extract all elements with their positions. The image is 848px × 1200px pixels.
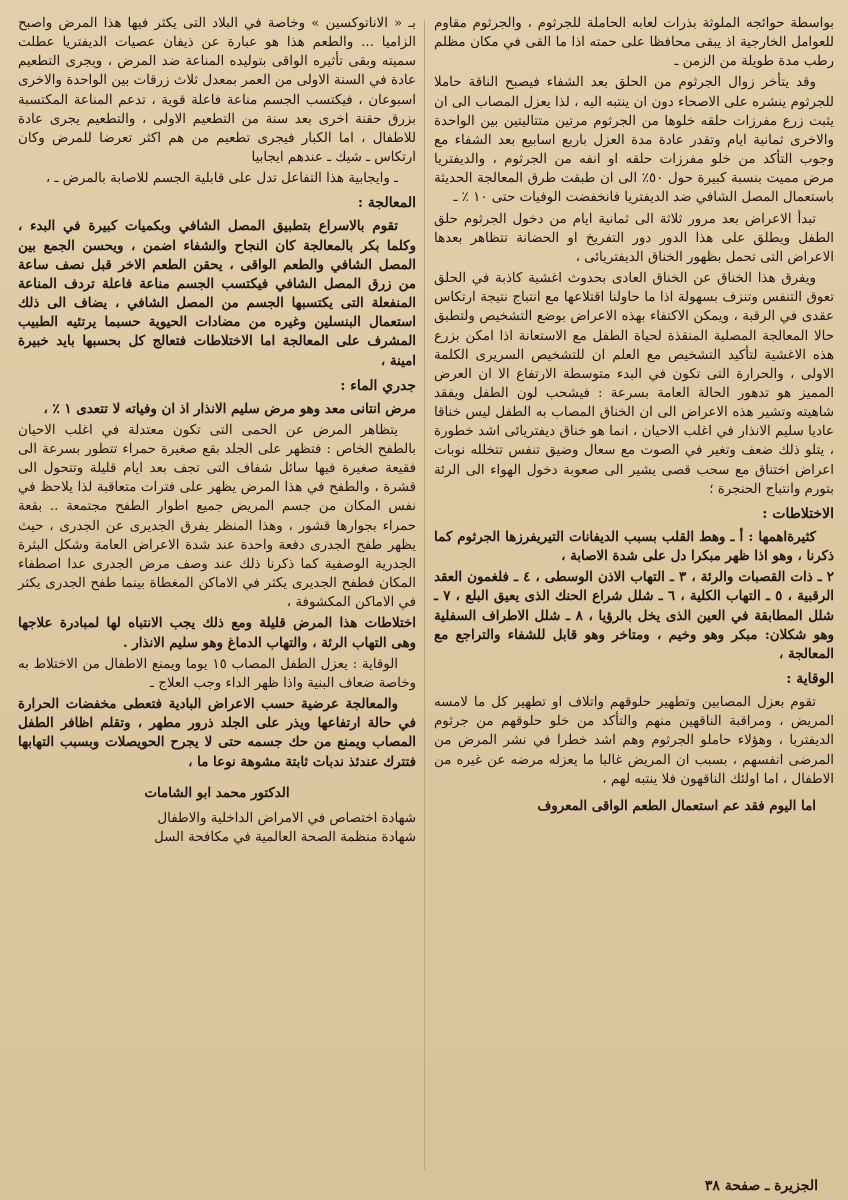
author-credential: شهادة منظمة الصحة العالمية في مكافحة السل [153,829,416,845]
paragraph: ٢ ـ ذات القصبات والرئة ، ٣ ـ التهاب الاذن الوسطى ، ٤ ـ فلغمون العقد الرقبية ، ٥ ـ التهاب الكلية ، ٦ ـ شلل شراع الحنك الذى يعيق البلع ، ٧ ـ شلل المطابقة في العين الذى يخل بالرؤيا ، ٨ ـ شلل الاطراف السفلية وهو شكلان: مبكر وهو وخيم ، ومتاخر وهو قابل للشفاء والتراجع مع المعالجة ، [434,569,835,662]
paragraph: تقوم بالاسراع بتطبيق المصل الشافي وبكميات كبيرة في البدء ، وكلما بكر بالمعالجة كان النجاح والشفاء اضمن ، ويحسن الجمع بين المصل الشافي والطعم الواقى ، يحقن الطعم الاخر قبل نصف ساعة من زرق المصل الشافي فيكتسب الجسم مناعة فاعلة تردف المناعة المنفعلة التى يكتسبها الجسم من المصل الشافي ، يضاف الى ذلك استعمال البنسلين وغيره من مضادات الحيوية حسبما يرتئيه الطبيب المشرف على المعالجة اما الاختلاطات فتعالج كل بحسبها بايد خبيرة امينة ، [18,218,416,369]
paragraph: اختلاطات هذا المرض قليلة ومع ذلك يجب الانتباه لها لمبادرة علاجها وهى التهاب الرئة ، والتهاب الدماغ وهو سليم الانذار . [18,615,416,651]
paragraph: ـ وايجابية هذا التفاعل تدل على قابلية الجسم للاصابة بالمرض ـ ، [45,171,398,187]
paragraph: تقوم بعزل المصابين وتطهير حلوقهم واتلاف او تطهير كل ما لامسه المريض ، ومراقبة الناقهين منهم والتأكد من خلو حلوقهم من جرثوم الديفتريا ، وهؤلاء حاملو الجرثوم وهم اشد خطرا في نشر المرض من المرضى انفسهم ، بسبب ان المريض غالبا ما يعزله مرضه عن غيره من الاطفال ، اما اولئك الناقهون فلا ينتبه لهم ، [434,695,834,787]
paragraph: تبدأ الاعراض بعد مرور ثلاثة الى ثمانية ايام من دخول الجرثوم حلق الطفل ويطلق على هذا الدور دور التفريخ او الحضانة تتظاهر بعدها الاعراض التى تحمل بظهور الخناق الديفتريائى ، [434,211,834,265]
paragraph: بواسطة حوائجه الملوثة بذرات لعابه الحاملة للجرثوم ، والجرثوم مقاوم للعوامل الخارجية اذ يبقى محافظا على حمته اذا ما القى في مكان مظلم رطب مدة طويلة من الزمن ـ [434,16,834,70]
column-divider [424,20,425,1170]
left-column [18,14,416,1164]
paragraph: كثيرةاهمها : أ ـ وهط القلب بسبب الديفانات التيريفرزها الجرثوم كما ذكرنا ، وهو اذا ظهر مبكرا دل على شدة الاصابة ، [434,528,834,565]
paragraph: مرض انتانى معد وهو مرض سليم الانذار اذ ان وفياته لا تتعدى ١ ٪ ، [43,400,416,417]
section-heading: المعالجة : [357,195,416,212]
paragraph: وقد يتأخر زوال الجرثوم من الحلق بعد الشفاء فيصبح الناقة حاملا للجرثوم ينشره على الاصحاء دون ان ينتبه اليه ، لذا يعزل المصاب الى ان يثبت زرع مفرزات حلقه خلوها من الجرثوم مرتين متتاليتين بين الواحدة والاخرى ثمانية ايام وتقدر عادة مدة العزل باربع اسابيع بعد الشفاء مع وجوب التأكد من خلو مفرزات حلقه او انفه من الجرثوم ، والديفتريا مرض مميت بنسبة كبيرة حول ٥٠٪ الى ان طبقت طرق المعالجة الحديثة باستعمال المصل الشافي ضد الديفتريا فانخفضت الوفيات حتى ١٠ ٪ ـ [434,75,834,206]
section-heading: جدري الماء : [340,377,416,394]
author-name: الدكتور محمد ابو الشامات [144,784,290,801]
paragraph: يتظاهر المرض عن الحمى التى تكون معتدلة في اغلب الاحيان بالطفح الخاص : فتظهر على الجلد بقع صغيرة حمراء تتطور بسرعة الى فقيعة صغيرة فيها سائل شفاف التى تجف بعد ايام قليلة وتتحول الى قشرة ، والطفح في هذا المرض يظهر على فترات متعاقبة لذا يلاحظ في نفس المكان من جسم المريض جميع اطوار الطفح مجتمعة .. بقعة حمراء بجوارها قشور ، وهذا المنظر يفرق الجديرى عن الجدرى ، حيث يظهر طفح الجدرى دفعة واحدة عند شدة الاعراض العامة وشكل البثرة الجدرية الوصفية كما ذكرنا ذلك عند وصف مرض الجدرى عدا اصطفاء المكان فطفح الجديرى يكثر في الاماكن المغطاة بينما طفح الجدرى يكثر في الاماكن المكشوفة ، [18,422,416,611]
author-signature [18,784,416,847]
section-heading: الاختلاطات : [762,505,834,522]
paragraph: بـ « الاناتوكسين » وخاصة في البلاد التى يكثر فيها هذا المرض واصبح الزاميا ... والطعم هذا هو عبارة عن ذيفان عصيات الديفتريا عطلت سميته وبقى تأثيره الواقى بتوليده المناعة ضد المرض ، ويجرى التطعيم عادة في السنة الاولى من العمر بمعدل ثلاث زرقات بين الواحدة والاخرى اسبوعان ، فيكتسب الجسم مناعة فاعلة قوية ، تدعم المناعة المكتسبة بزرق حقنة اخرى بعد سنة من التطعيم الاولى ، والتطعيم يجرى عادة للاطفال ، اما الكبار فيجرى تطعيم من هم اكثر تعرضا للمرض وكان ارتكاس ـ شيك ـ عندهم ايجابيا [18,16,416,166]
right-column [434,14,834,1182]
paragraph: اما اليوم فقد عم استعمال الطعم الواقى المعروف [537,797,816,814]
section-heading: الوقاية : [786,671,834,688]
paragraph: والمعالجة عرضية حسب الاعراض البادية فتعطى مخفضات الحرارة في حالة ارتفاعها ويذر على الجلد ذرور مطهر ، وتقلم اظافر الطفل المصاب ويمنع من حك جسمه حتى لا يجرح الحويصلات وبسبب التهابها فتترك عندئذ ندبات ثابتة مشوهة نوعا ما ، [18,696,416,770]
author-credential: شهادة اختصاص في الامراض الداخلية والاطفال [157,810,416,826]
paragraph: ويفرق هذا الخناق عن الخناق العادى بحدوث اغشية كاذبة في الحلق تعوق التنفس وتنزف بسهولة اذا ما حاولنا اقتلاعها مع انتباج نتيجة ارتكاس عقدى في الرقبة ، ويمكن الاكتفاء بهذه الاعراض بوضع التشخيص ولتطبق حالا المعالجة المصلية المنقذة لحياة الطفل مع الاستعانة اذا امكن بزرع هذه الاغشية لتأكيد التشخيص مع العلم ان للتشخيص السريرى الكلمة الاولى ، والحرارة التى تكون في البدء متوسطة الارتفاع الا ان العرض المميز هو تدهور الحالة العامة بسرعة : فيشحب لون الطفل ويفقد شاهيته وتشير هذه الاعراض الى ان الخناق المصاب به الطفل ليس خناقا عاديا سليم الانذار في اغلب الاحيان ، انما هو خناق ديفتريائى اشد خطورة ، يتلو ذلك ضعف وتغير في الصوت مع سعال وضيق تنفس تتخلله نوبات اعراض اختناق مع سحب قصى يشير الى صعوبة دخول الهواء الى الرئة بتورم وانتباج الحنجرة ؛ [434,271,834,497]
page-footer: الجزيرة ـ صفحة ٣٨ [704,1178,818,1194]
paragraph: الوقاية : يعزل الطفل المصاب ١٥ يوما ويمنع الاطفال من الاختلاط به وخاصة ضعاف البنية واذا ظهر الداء وجب العلاج ـ [18,656,416,691]
